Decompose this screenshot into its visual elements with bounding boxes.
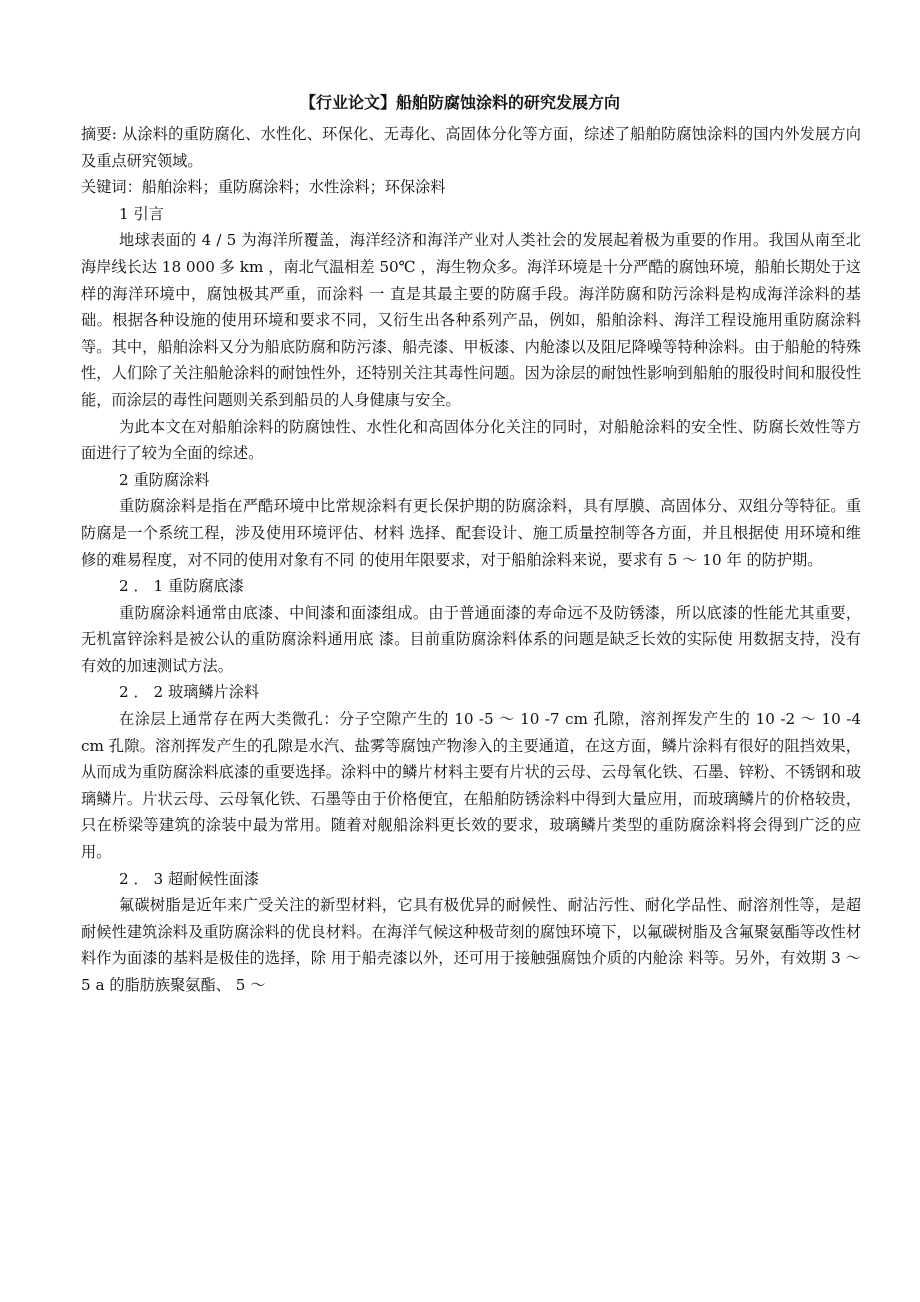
topcoat-paragraph: 氟碳树脂是近年来广受关注的新型材料，它具有极优异的耐候性、耐沾污性、耐化学品性、耐溶剂性等，是超耐候性建筑涂料及重防腐涂料的优良材料。在海洋气候这种极苛刻的腐蚀环境下，以氟碳树脂及含氟聚氨酯等改性材料作为面漆的基料是极佳的选择，除 用于船壳漆以外，还可用于接触强腐蚀介质的内舱涂 料等。另外，有效期 3 ～ 5 a 的脂肪族聚氨酯、 5 ～ [81, 896, 861, 994]
heavy-duty-paragraph: 重防腐涂料是指在严酷环境中比常规涂料有更长保护期的防腐涂料，具有厚膜、高固体分、双组分等特征。重防腐是一个系统工程，涉及使用环境评估、材料 选择、配套设计、施工质量控制等各方面，并且根据使 用环境和维修的难易程度，对不同的使用对象有不同 的使用年限要求，对于船舶涂料来说，要求有 5 ～ 10 年 的防护期。 [81, 497, 861, 569]
document-body [81, 121, 861, 999]
keywords-line: 关键词：船舶涂料；重防腐涂料；水性涂料；环保涂料 [81, 178, 446, 197]
section-heading-primer: 2 ． 1 重防腐底漆 [119, 577, 244, 596]
document-title: 【行业论文】船舶防腐蚀涂料的研究发展方向 [299, 93, 620, 112]
section-heading-heavy-duty-coatings: 2 重防腐涂料 [119, 470, 210, 489]
intro-paragraph-1: 地球表面的 4 / 5 为海洋所覆盖，海洋经济和海洋产业对人类社会的发展起着极为重要的作用。我国从南至北海岸线长达 18 000 多 km ，南北气温相差 50℃ ，海生物众多。海洋环境是十分严酷的腐蚀环境，船舶长期处于这样的海洋环境中，腐蚀极其严重，而涂料 一 直是其最主要的防腐手段。海洋防腐和防污涂料是构成海洋涂料的基础。根据各种设施的使用环境和要求不同，又衍生出各种系列产品，例如，船舶涂料、海洋工程设施用重防腐涂料等。其中，船舶涂料又分为船底防腐和防污漆、船壳漆、甲板漆、内舱漆以及阻尼降噪等特种涂料。由于船舱的特殊性，人们除了关注船舱涂料的耐蚀性外，还特别关注其毒性问题。因为涂层的耐蚀性影响到船舶的服役时间和服役性能，而涂层的毒性问题则关系到船员的人身健康与安全。 [81, 231, 861, 409]
section-heading-topcoat: 2 ． 3 超耐候性面漆 [119, 869, 260, 888]
primer-paragraph: 重防腐涂料通常由底漆、中间漆和面漆组成。由于普通面漆的寿命远不及防锈漆，所以底漆的性能尤其重要，无机富锌涂料是被公认的重防腐涂料通用底 漆。目前重防腐涂料体系的问题是缺乏长效的实际使 用数据支持，没有有效的加速测试方法。 [81, 603, 861, 675]
intro-paragraph-2: 为此本文在对船舶涂料的防腐蚀性、水性化和高固体分化关注的同时，对船舱涂料的安全性、防腐长效性等方面进行了较为全面的综述。 [81, 417, 861, 463]
abstract-paragraph: 摘要: 从涂料的重防腐化、水性化、环保化、无毒化、高固体分化等方面，综述了船舶防腐蚀涂料的国内外发展方向及重点研究领域。 [81, 125, 861, 170]
section-heading-introduction: 1 引言 [119, 204, 164, 223]
glass-flake-paragraph: 在涂层上通常存在两大类微孔：分子空隙产生的 10 -5 ～ 10 -7 cm 孔隙，溶剂挥发产生的 10 -2 ～ 10 -4 cm 孔隙。溶剂挥发产生的孔隙是水汽、盐雾等腐蚀产物渗入的主要通道，在这方面，鳞片涂料有很好的阻挡效果，从而成为重防腐涂料底漆的重要选择。涂料中的鳞片材料主要有片状的云母、云母氧化铁、石墨、锌粉、不锈钢和玻璃鳞片。片状云母、云母氧化铁、石墨等由于价格便宜，在船舶防锈涂料中得到大量应用，而玻璃鳞片的价格较贵，只在桥梁等建筑的涂装中最为常用。随着对舰船涂料更长效的要求，玻璃鳞片类型的重防腐涂料将会得到广泛的应用。 [81, 710, 861, 862]
section-heading-glass-flake: 2 ． 2 玻璃鳞片涂料 [119, 683, 260, 702]
